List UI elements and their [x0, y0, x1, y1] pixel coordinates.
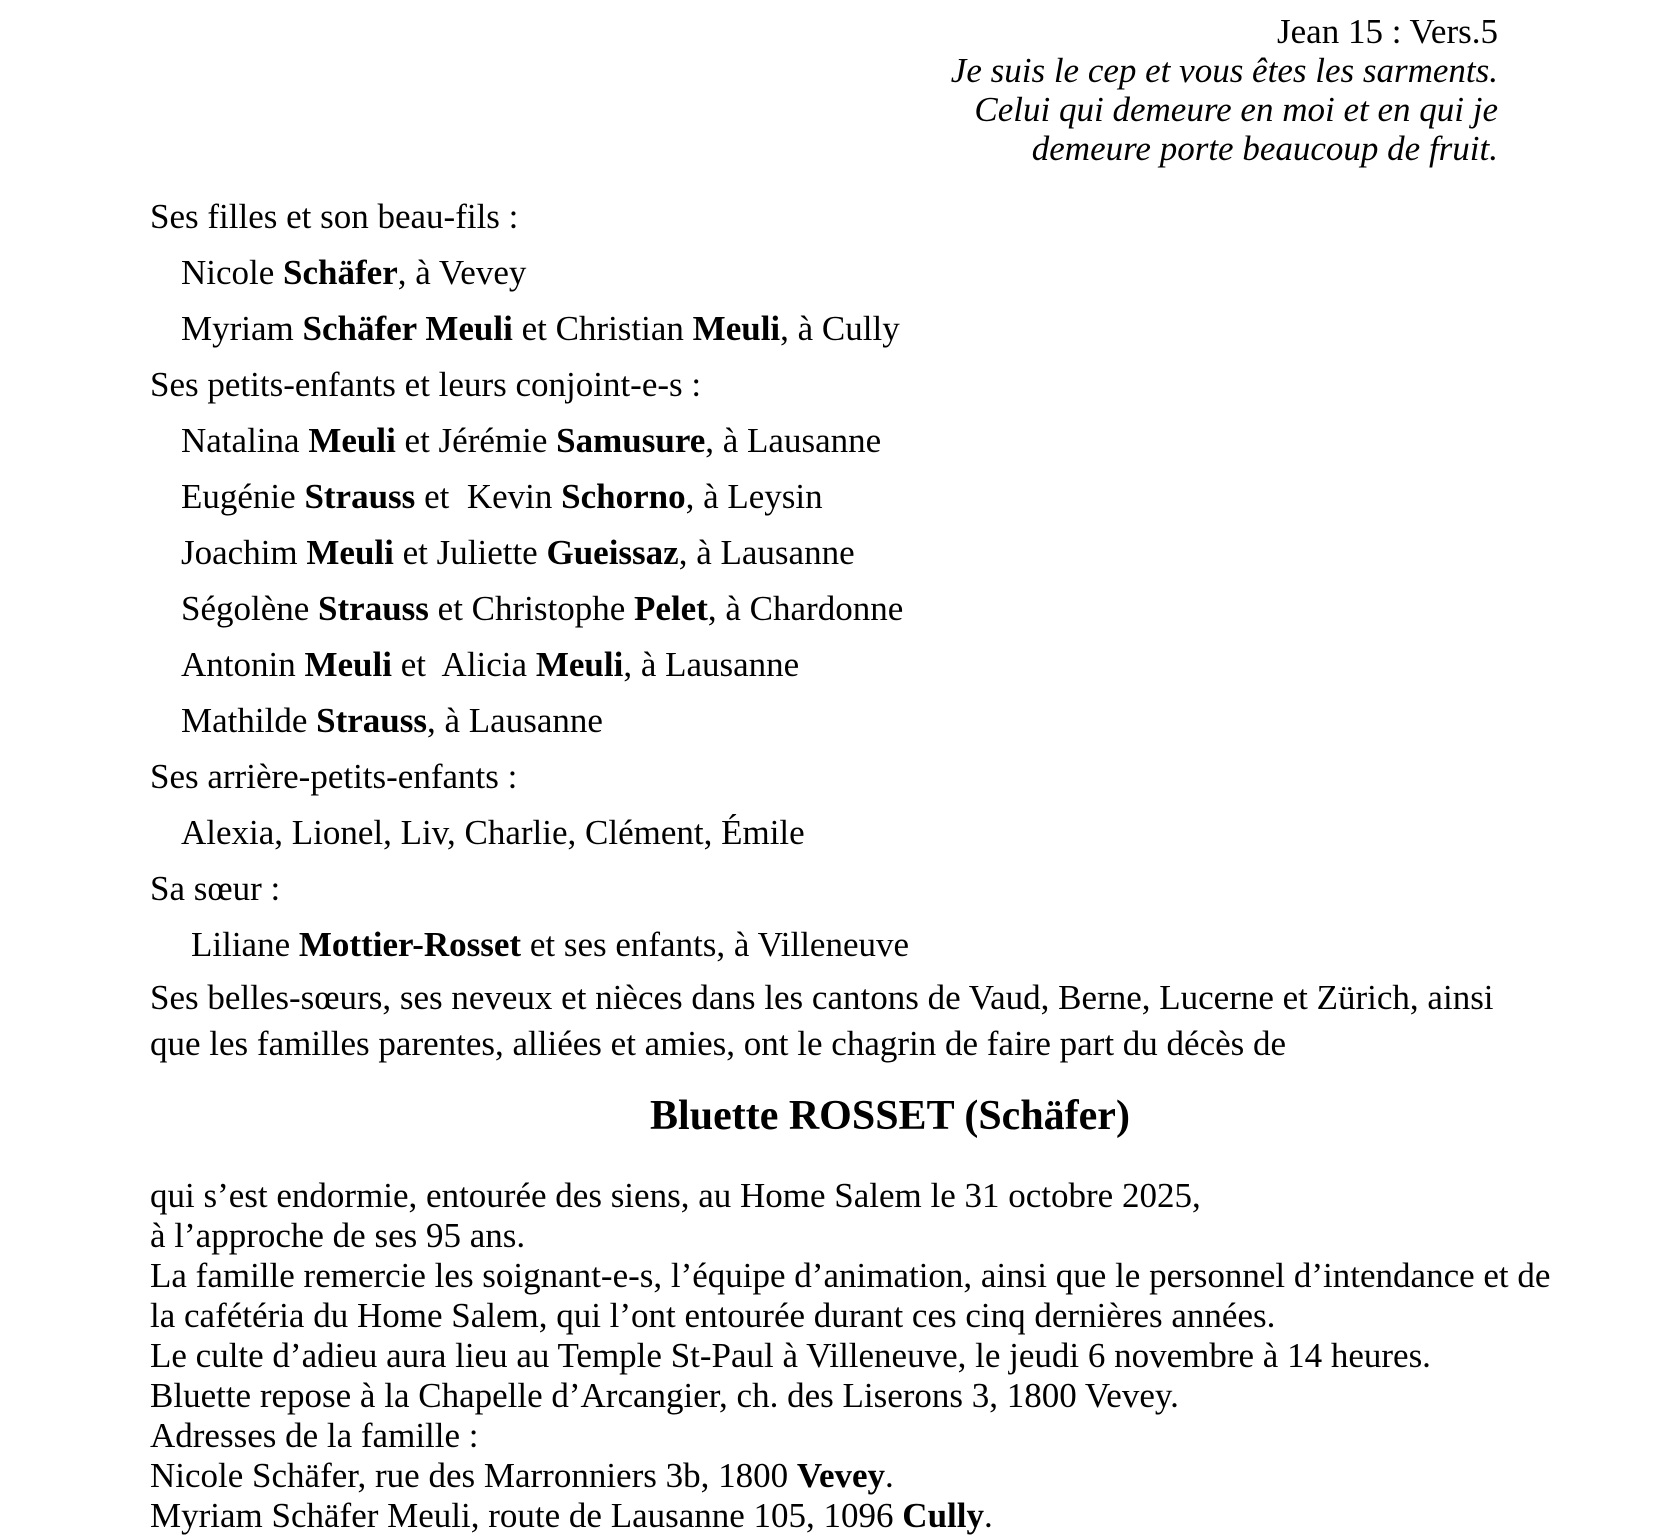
text-segment: Mathilde	[181, 701, 317, 740]
family-entry	[150, 469, 1594, 525]
bold-name-segment: Strauss	[316, 701, 427, 740]
text-segment: et Jérémie	[395, 421, 557, 460]
family-entry	[150, 413, 1594, 469]
detail-line	[150, 1256, 1614, 1296]
text-segment: , à Vevey	[397, 253, 527, 292]
text-segment: Le culte d’adieu aura lieu au Temple St-Paul à Villeneuve, le jeudi 6 novembre à 14 heures.	[150, 1336, 1431, 1375]
text-segment: Ségolène	[181, 589, 319, 628]
text-segment: , à Leysin	[685, 477, 823, 516]
announcement-line: que les familles parentes, alliées et amies, ont le chagrin de faire part du décès de	[150, 1024, 1287, 1063]
text-segment: Bluette repose à la Chapelle d’Arcangier, ch. des Liserons 3, 1800 Vevey.	[150, 1376, 1179, 1415]
detail-line	[150, 1416, 1614, 1456]
scripture-verse-line: Je suis le cep et vous êtes les sarments.	[950, 51, 1498, 90]
text-segment: Ses filles et son beau-fils :	[150, 197, 519, 236]
bold-name-segment: Schorno	[561, 477, 686, 516]
family-entry	[150, 301, 1594, 357]
family-entry	[150, 245, 1594, 301]
text-segment: Natalina	[181, 421, 309, 460]
text-segment: Myriam	[181, 309, 303, 348]
family-entry	[150, 637, 1594, 693]
text-segment: , à Lausanne	[678, 533, 855, 572]
text-segment: qui s’est endormie, entourée des siens, au Home Salem le 31 octobre 2025,	[150, 1176, 1201, 1215]
bold-name-segment: Schäfer Meuli	[302, 309, 513, 348]
deceased-name-title: Bluette ROSSET (Schäfer)	[650, 1093, 1130, 1139]
family-list	[150, 189, 1594, 973]
scripture-verse-line: demeure porte beaucoup de fruit.	[1031, 129, 1498, 168]
detail-line	[150, 1216, 1614, 1256]
text-segment: Nicole	[181, 253, 284, 292]
scripture-reference: Jean 15 : Vers.5	[1277, 12, 1498, 51]
text-segment: .	[885, 1456, 894, 1495]
bold-name-segment: Pelet	[634, 589, 708, 628]
bold-name-segment: Cully	[902, 1496, 984, 1535]
bold-name-segment: Gueissaz	[546, 533, 679, 572]
text-segment: et ses enfants, à Villeneuve	[521, 925, 910, 964]
text-segment: Joachim	[181, 533, 307, 572]
detail-line	[150, 1376, 1614, 1416]
bold-name-segment: Strauss	[304, 477, 416, 516]
text-segment: et Christian	[512, 309, 693, 348]
text-segment: Ses petits-enfants et leurs conjoint-e-s :	[150, 365, 702, 404]
family-heading	[150, 861, 1594, 917]
scripture-verse-line: Celui qui demeure en moi et en qui je	[974, 90, 1498, 129]
text-segment: , à Lausanne	[623, 645, 800, 684]
text-segment: et Kevin	[415, 477, 562, 516]
detail-line	[150, 1296, 1614, 1336]
detail-line	[150, 1456, 1614, 1496]
bold-name-segment: Strauss	[318, 589, 429, 628]
family-heading	[150, 189, 1594, 245]
family-entry	[150, 525, 1594, 581]
text-segment: , à Chardonne	[707, 589, 904, 628]
text-segment: Liliane	[191, 925, 299, 964]
text-segment: Alexia, Lionel, Liv, Charlie, Clément, Émile	[181, 813, 805, 852]
detail-line	[150, 1496, 1614, 1536]
text-segment: Antonin	[181, 645, 305, 684]
family-entry	[150, 917, 1594, 973]
bold-name-segment: Mottier-Rosset	[298, 925, 522, 964]
announcement-paragraph	[150, 975, 1594, 1067]
text-segment: et Juliette	[393, 533, 547, 572]
detail-line	[150, 1336, 1614, 1376]
family-entry	[150, 805, 1594, 861]
text-segment: , à Cully	[780, 309, 900, 348]
text-segment: Nicole Schäfer, rue des Marronniers 3b, 1800	[150, 1456, 797, 1495]
text-segment: à l’approche de ses 95 ans.	[150, 1216, 526, 1255]
text-segment: La famille remercie les soignant-e-s, l’équipe d’animation, ainsi que le personnel d’intendance et de	[150, 1256, 1551, 1295]
text-segment: Adresses de la famille :	[150, 1416, 479, 1455]
details-paragraph	[150, 1176, 1614, 1536]
detail-line	[150, 1176, 1614, 1216]
bold-name-segment: Meuli	[692, 309, 781, 348]
bold-name-segment: Meuli	[535, 645, 624, 684]
text-segment: et Alicia	[391, 645, 536, 684]
text-segment: la cafétéria du Home Salem, qui l’ont entourée durant ces cinq dernières années.	[150, 1296, 1276, 1335]
bold-name-segment: Samusure	[556, 421, 706, 460]
bold-name-segment: Meuli	[308, 421, 396, 460]
text-segment: et Christophe	[428, 589, 635, 628]
family-entry	[150, 581, 1594, 637]
family-entry	[150, 693, 1594, 749]
bold-name-segment: Vevey	[796, 1456, 886, 1495]
text-segment: Sa sœur :	[150, 869, 281, 908]
text-segment: .	[984, 1496, 993, 1535]
bold-name-segment: Meuli	[306, 533, 394, 572]
announcement-line: Ses belles-sœurs, ses neveux et nièces dans les cantons de Vaud, Berne, Lucerne et Zürich, ainsi	[150, 978, 1494, 1017]
scripture-quote	[951, 12, 1498, 168]
text-segment: , à Lausanne	[705, 421, 882, 460]
family-heading	[150, 749, 1594, 805]
family-heading	[150, 357, 1594, 413]
text-segment: , à Lausanne	[427, 701, 603, 740]
text-segment: Ses arrière-petits-enfants :	[150, 757, 518, 796]
bold-name-segment: Meuli	[304, 645, 392, 684]
text-segment: Eugénie	[181, 477, 305, 516]
text-segment: Myriam Schäfer Meuli, route de Lausanne 105, 1096	[150, 1496, 903, 1535]
bold-name-segment: Schäfer	[283, 253, 398, 292]
